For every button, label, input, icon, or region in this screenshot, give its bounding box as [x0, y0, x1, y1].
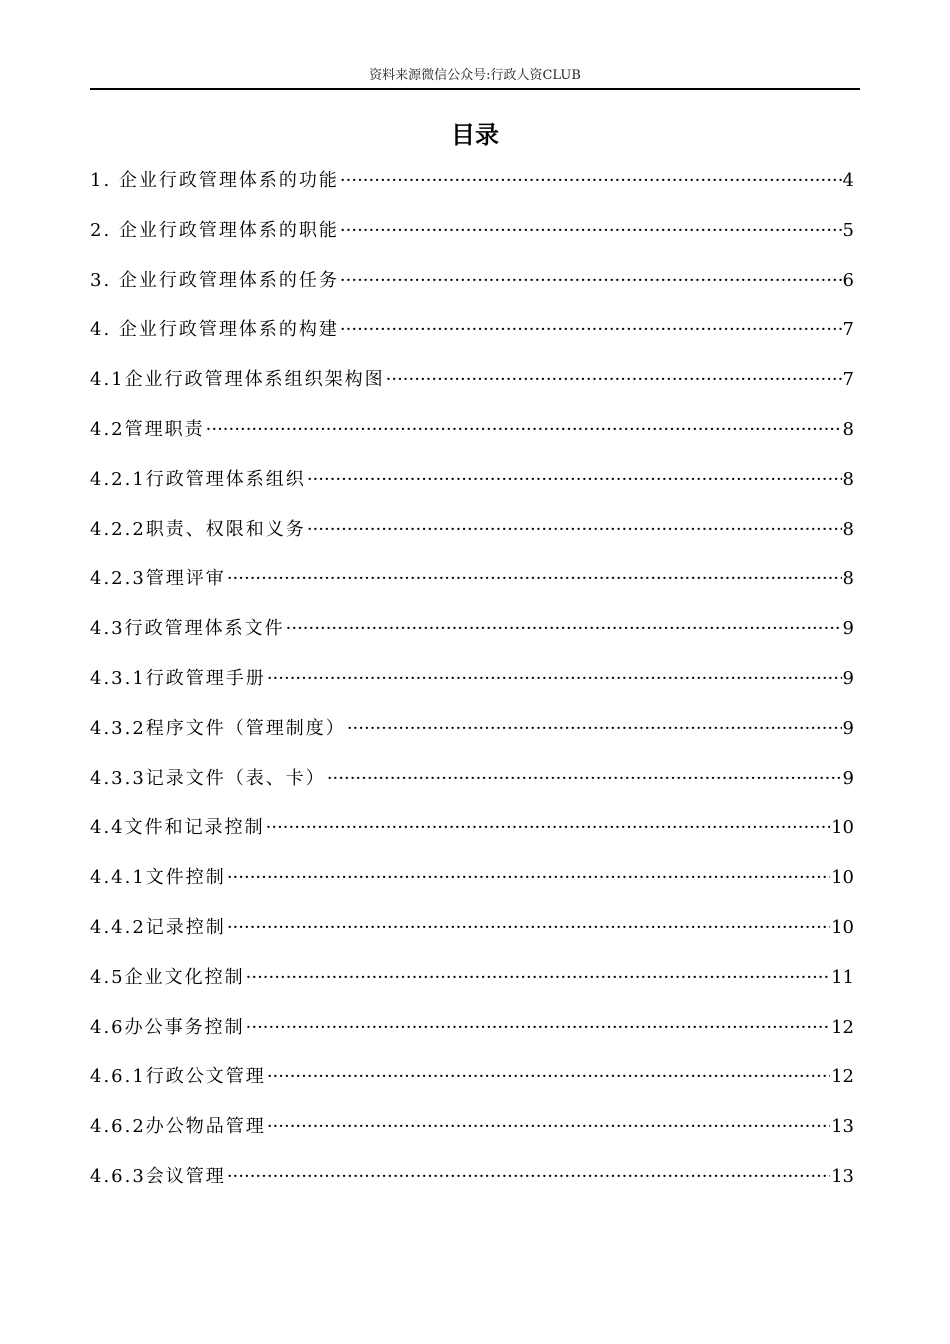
toc-dot-leader: [227, 860, 830, 896]
toc-entry[interactable]: [90, 1109, 854, 1159]
toc-entry[interactable]: [90, 1010, 854, 1060]
toc-entry[interactable]: [90, 810, 854, 860]
toc-entry-label: 4.6办公事务控制: [90, 1016, 245, 1038]
toc-entry[interactable]: [90, 661, 854, 711]
toc-entry-page-number: 9: [842, 767, 854, 789]
toc-entry[interactable]: [90, 910, 854, 960]
toc-entry-label: 4.1企业行政管理体系组织架构图: [90, 369, 385, 391]
toc-entry-page-number: 8: [842, 468, 854, 490]
toc-entry-label: 1. 企业行政管理体系的功能: [90, 170, 339, 191]
toc-entry-page-number: 10: [831, 817, 854, 839]
toc-dot-leader: [340, 263, 842, 299]
toc-entry-label: 4.6.1行政公文管理: [90, 1066, 266, 1088]
page-header: [90, 66, 860, 90]
toc-entry-label: 4.6.3会议管理: [90, 1165, 226, 1187]
toc-dot-leader: [267, 1109, 830, 1145]
toc-dot-leader: [246, 960, 830, 996]
toc-entry[interactable]: [90, 1159, 854, 1209]
toc-entry-page-number: 4: [842, 170, 854, 191]
toc-entry-label: 4.4.1文件控制: [90, 867, 226, 889]
toc-dot-leader: [227, 1159, 830, 1195]
toc-entry-page-number: 12: [831, 1066, 854, 1088]
toc-entry-page-number: 12: [831, 1016, 854, 1038]
toc-entry-label: 4.6.2办公物品管理: [90, 1116, 266, 1138]
toc-entry[interactable]: [90, 263, 854, 313]
toc-list: [90, 163, 854, 1209]
toc-dot-leader: [340, 163, 842, 199]
toc-entry-page-number: 6: [842, 269, 854, 291]
toc-entry-label: 4.3.2程序文件（管理制度）: [90, 717, 346, 739]
toc-dot-leader: [266, 810, 830, 846]
toc-entry[interactable]: [90, 512, 854, 562]
toc-entry[interactable]: [90, 412, 854, 462]
toc-dot-leader: [307, 512, 842, 548]
toc-dot-leader: [227, 910, 830, 946]
toc-dot-leader: [340, 312, 842, 348]
toc-entry-label: 4.2.2职责、权限和义务: [90, 518, 306, 540]
toc-entry-label: 4.3.1行政管理手册: [90, 667, 266, 689]
toc-entry-page-number: 5: [842, 219, 854, 241]
toc-entry[interactable]: [90, 860, 854, 910]
toc-entry-label: 4.2.3管理评审: [90, 568, 226, 590]
toc-entry-label: 4.4.2记录控制: [90, 916, 226, 938]
toc-dot-leader: [340, 213, 842, 249]
toc-dot-leader: [227, 561, 842, 597]
toc-title: 目录: [451, 121, 499, 149]
toc-entry-label: 4.4文件和记录控制: [90, 817, 265, 839]
toc-dot-leader: [307, 462, 842, 498]
toc-entry[interactable]: [90, 960, 854, 1010]
toc-entry-page-number: 7: [842, 369, 854, 391]
toc-entry[interactable]: [90, 761, 854, 811]
toc-entry[interactable]: [90, 711, 854, 761]
toc-entry-page-number: 10: [831, 916, 854, 938]
toc-entry-page-number: 13: [831, 1165, 854, 1187]
toc-entry[interactable]: [90, 213, 854, 263]
toc-dot-leader: [386, 362, 842, 398]
toc-entry-label: 4.3行政管理体系文件: [90, 618, 285, 640]
toc-entry[interactable]: [90, 462, 854, 512]
toc-entry-page-number: 7: [842, 319, 854, 341]
toc-entry[interactable]: [90, 561, 854, 611]
toc-entry-page-number: 9: [842, 667, 854, 689]
toc-entry-page-number: 8: [842, 518, 854, 540]
toc-entry-page-number: 8: [842, 418, 854, 440]
toc-entry-label: 4. 企业行政管理体系的构建: [90, 319, 339, 341]
toc-dot-leader: [246, 1010, 830, 1046]
toc-dot-leader: [347, 711, 842, 747]
toc-dot-leader: [267, 661, 842, 697]
toc-dot-leader: [327, 761, 842, 797]
toc-dot-leader: [206, 412, 842, 448]
toc-entry[interactable]: [90, 1059, 854, 1109]
toc-entry-page-number: 9: [842, 618, 854, 640]
header-source-text: 资料来源微信公众号:行政人资CLUB: [369, 68, 581, 83]
toc-entry-label: 4.2.1行政管理体系组织: [90, 468, 306, 490]
toc-entry-page-number: 10: [831, 867, 854, 889]
toc-entry[interactable]: [90, 362, 854, 412]
toc-dot-leader: [286, 611, 842, 647]
toc-entry-label: 4.2管理职责: [90, 418, 205, 440]
toc-entry[interactable]: [90, 611, 854, 661]
toc-entry-label: 4.5企业文化控制: [90, 966, 245, 988]
toc-entry[interactable]: [90, 163, 854, 213]
toc-entry-page-number: 11: [831, 966, 854, 988]
toc-entry-page-number: 13: [831, 1116, 854, 1138]
toc-entry-label: 4.3.3记录文件（表、卡）: [90, 767, 326, 789]
toc-entry-label: 2. 企业行政管理体系的职能: [90, 219, 339, 241]
toc-entry-label: 3. 企业行政管理体系的任务: [90, 269, 339, 291]
toc-entry[interactable]: [90, 312, 854, 362]
toc-entry-page-number: 8: [842, 568, 854, 590]
toc-entry-page-number: 9: [842, 717, 854, 739]
toc-dot-leader: [267, 1059, 830, 1095]
